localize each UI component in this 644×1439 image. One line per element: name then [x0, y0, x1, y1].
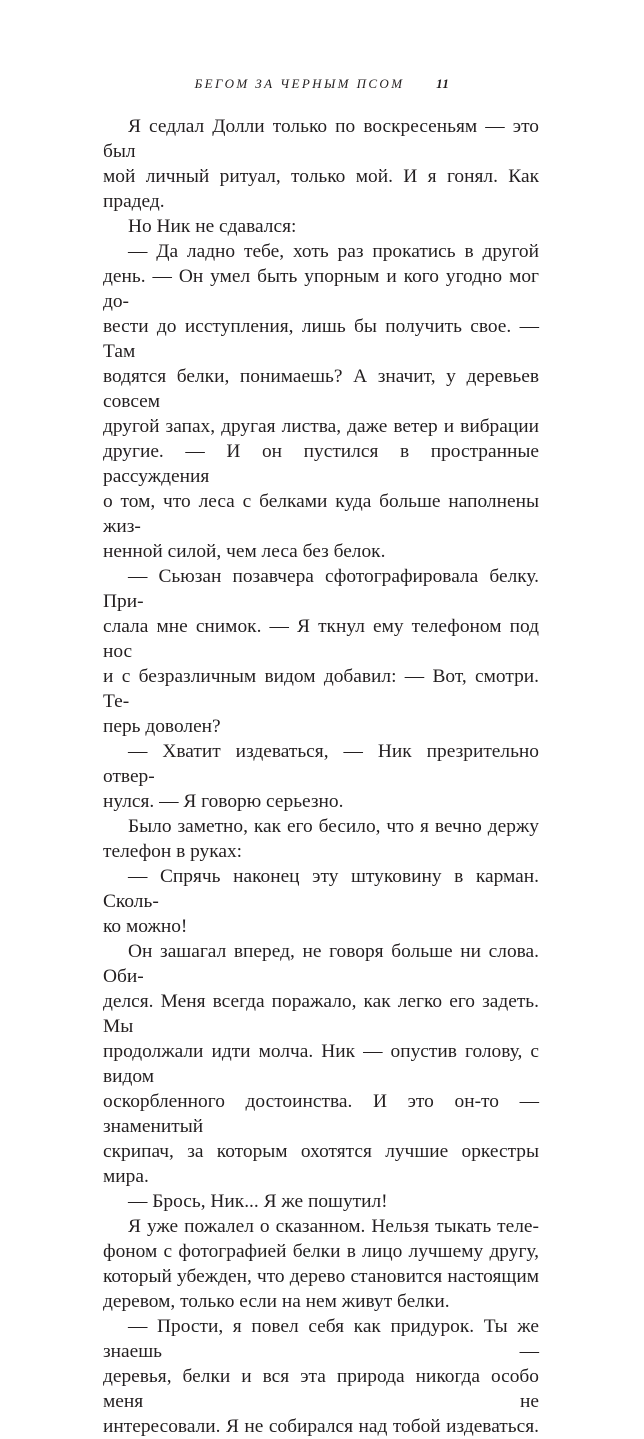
text-line: — Спрячь наконец эту штуковину в карман. Сколь- [103, 866, 539, 912]
text-line: мой личный ритуал, только мой. И я гонял. Как прадед. [103, 166, 539, 212]
text-line: Было заметно, как его бесило, что я вечно держу [128, 816, 539, 837]
text-line: слала мне снимок. — Я ткнул ему телефоном под нос [103, 616, 539, 662]
text-line: продолжали идти молча. Ник — опустив голову, с видом [103, 1041, 539, 1087]
paragraph [103, 239, 539, 564]
paragraph [103, 939, 539, 1189]
text-line: скрипач, за которым охотятся лучшие оркестры мира. [103, 1141, 539, 1187]
text-line: нулся. — Я говорю серьезно. [103, 791, 344, 812]
text-line: — Брось, Ник... Я же пошутил! [128, 1191, 388, 1212]
paragraph [103, 1189, 539, 1214]
body-text [103, 114, 539, 1439]
text-line: другой запах, другая листва, даже ветер и вибрации [103, 416, 539, 437]
text-line: оскорбленного достоинства. И это он-то — знаменитый [103, 1091, 539, 1137]
text-line: Я уже пожалел о сказанном. Нельзя тыкать теле- [128, 1216, 539, 1237]
running-head [0, 76, 644, 92]
paragraph [103, 739, 539, 814]
paragraph [103, 214, 539, 239]
text-line: делся. Меня всегда поражало, как легко его задеть. Мы [103, 991, 539, 1037]
text-line: Я седлал Долли только по воскресеньям — это был [103, 116, 539, 162]
text-line: — Да ладно тебе, хоть раз прокатись в другой [128, 241, 539, 262]
text-line: и с безразличным видом добавил: — Вот, смотри. Те- [103, 666, 539, 712]
text-line: ко можно! [103, 916, 188, 937]
text-line: — Хватит издеваться, — Ник презрительно отвер- [103, 741, 539, 787]
page-number: 11 [436, 76, 450, 91]
paragraph [103, 864, 539, 939]
text-line: Он зашагал вперед, не говоря больше ни слова. Оби- [103, 941, 539, 987]
text-line: деревом, только если на нем живут белки. [103, 1291, 450, 1312]
paragraph [103, 1314, 539, 1439]
text-line: — Прости, я повел себя как придурок. Ты же знаешь — [103, 1316, 539, 1362]
paragraph [103, 564, 539, 739]
text-line: телефон в руках: [103, 841, 243, 862]
text-line: вести до исступления, лишь бы получить свое. — Там [103, 316, 539, 362]
text-line: фоном с фотографией белки в лицо лучшему другу, [103, 1241, 539, 1262]
text-line: водятся белки, понимаешь? А значит, у деревьев совсем [103, 366, 539, 412]
text-line: интересовали. Я не собирался над тобой издеваться. [103, 1416, 539, 1437]
text-line: ненной силой, чем леса без белок. [103, 541, 386, 562]
text-line: день. — Он умел быть упорным и кого угодно мог до- [103, 266, 539, 312]
text-line: другие. — И он пустился в пространные рассуждения [103, 441, 539, 487]
text-line: деревья, белки и вся эта природа никогда особо меня не [103, 1366, 539, 1412]
text-line: — Сьюзан позавчера сфотографировала белку. При- [103, 566, 539, 612]
paragraph [103, 1214, 539, 1314]
text-line: перь доволен? [103, 716, 221, 737]
running-title: БЕГОМ ЗА ЧЕРНЫМ ПСОМ [194, 76, 405, 91]
text-line: который убежден, что дерево становится настоящим [103, 1266, 539, 1287]
paragraph [103, 114, 539, 214]
text-line: Но Ник не сдавался: [128, 216, 297, 237]
paragraph [103, 814, 539, 864]
text-line: о том, что леса с белками куда больше наполнены жиз- [103, 491, 539, 537]
